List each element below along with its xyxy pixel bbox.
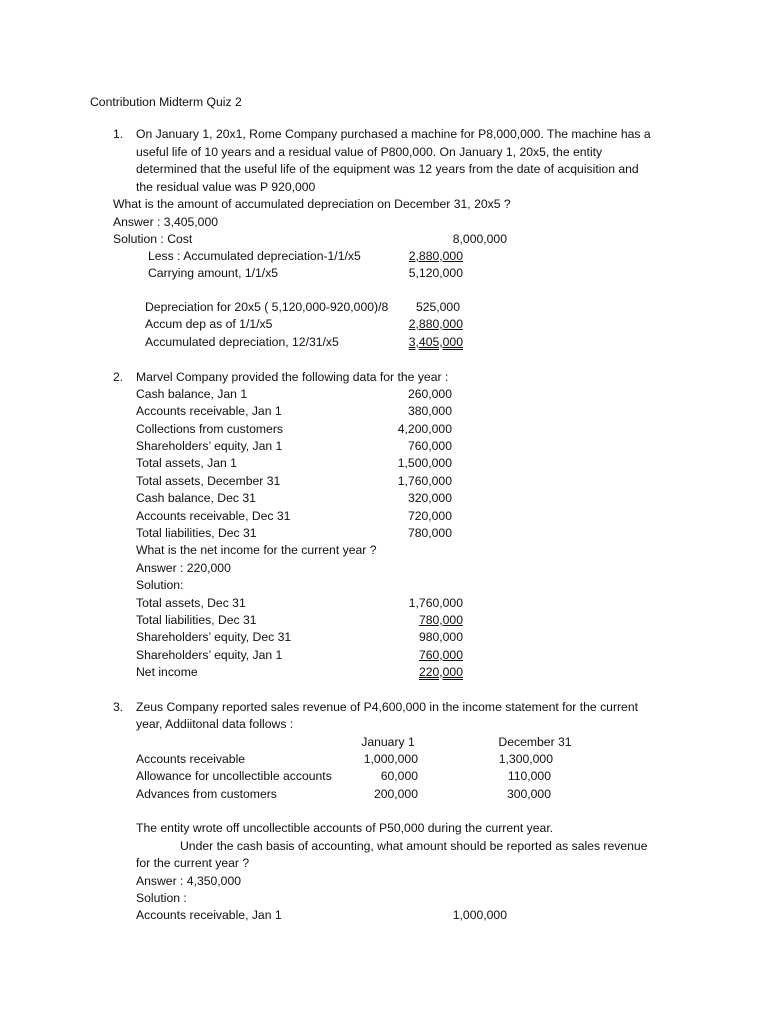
q2-row-value: 1,500,000: [397, 456, 452, 470]
q1-row-label: Accum dep as of 1/1/x5: [145, 317, 273, 331]
q2-row-label: Total assets, Jan 1: [136, 456, 237, 470]
q3-solution-label: Solution :: [136, 891, 187, 905]
q3-number: 3.: [113, 700, 124, 714]
q1-row-label: Accumulated depreciation, 12/31/x5: [145, 335, 339, 349]
q2-row-label: Accounts receivable, Jan 1: [136, 404, 282, 418]
q2-solution-row-value: 980,000: [418, 630, 463, 644]
q3-row-dec: 1,300,000: [498, 752, 553, 766]
q2-solution-row-label: Net income: [136, 665, 198, 679]
q1-question: What is the amount of accumulated depreciation on December 31, 20x5 ?: [113, 197, 511, 211]
q3-row-dec: 110,000: [507, 769, 551, 783]
q2-row-label: Cash balance, Jan 1: [136, 387, 248, 401]
q3-writeoff: The entity wrote off uncollectible accounts of P50,000 during the current year.: [136, 821, 554, 835]
q1-text-line: determined that the useful life of the equipment was 12 years from the date of acquisition and: [136, 162, 639, 176]
q2-row-value: 760,000: [407, 439, 452, 453]
q2-solution-row-value: 220,000: [418, 665, 463, 679]
q2-row-label: Collections from customers: [136, 422, 283, 436]
q2-solution-row-label: Shareholders’ equity, Jan 1: [136, 648, 283, 662]
q3-row-label: Advances from customers: [136, 787, 277, 801]
q3-row-jan: 200,000: [373, 787, 418, 801]
q2-row-label: Total assets, December 31: [136, 474, 281, 488]
q3-answer: Answer : 4,350,000: [136, 874, 242, 888]
q1-row-value: 3,405,000: [408, 335, 463, 349]
q3-row-jan: 1,000,000: [363, 752, 418, 766]
q3-col-header-jan: January 1: [361, 735, 415, 749]
q2-number: 2.: [113, 370, 124, 384]
q2-row-value: 320,000: [407, 491, 452, 505]
document-title: Contribution Midterm Quiz 2: [90, 95, 242, 109]
q2-solution-row-value: 1,760,000: [408, 596, 463, 610]
q1-text-line: the residual value was P 920,000: [136, 180, 316, 194]
q1-answer: Answer : 3,405,000: [113, 215, 219, 229]
q2-row-label: Total liabilities, Dec 31: [136, 526, 257, 540]
q2-solution-row-label: Total assets, Dec 31: [136, 596, 246, 610]
q1-row-label: Depreciation for 20x5 ( 5,120,000-920,000)/8: [145, 300, 389, 314]
q2-row-value: 260,000: [407, 387, 452, 401]
q2-question: What is the net income for the current year ?: [136, 543, 377, 557]
q2-solution-row-label: Shareholders’ equity, Dec 31: [136, 630, 292, 644]
q2-solution-row-value: 780,000: [418, 613, 463, 627]
q1-text-line: useful life of 10 years and a residual value of P800,000. On January 1, 20x5, the entity: [136, 145, 603, 159]
q2-row-label: Shareholders’ equity, Jan 1: [136, 439, 283, 453]
q2-row-label: Cash balance, Dec 31: [136, 491, 256, 505]
q1-text-line: On January 1, 20x1, Rome Company purchased a machine for P8,000,000. The machine has a: [136, 127, 651, 141]
q2-answer: Answer : 220,000: [136, 561, 231, 575]
q1-row-value: 525,000: [415, 300, 460, 314]
q3-row-label: Allowance for uncollectible accounts: [136, 769, 332, 783]
q3-text-line: year, Addiitonal data follows :: [136, 717, 294, 731]
q1-number: 1.: [113, 127, 124, 141]
q3-solution-row-value: 1,000,000: [452, 908, 507, 922]
q2-row-value: 1,760,000: [397, 474, 452, 488]
q1-row-label: Less : Accumulated depreciation-1/1/x5: [148, 249, 361, 263]
q3-row-dec: 300,000: [506, 787, 551, 801]
q2-row-value: 380,000: [407, 404, 452, 418]
q2-row-value: 780,000: [407, 526, 452, 540]
q2-text: Marvel Company provided the following data for the year :: [136, 370, 449, 384]
q3-row-jan: 60,000: [380, 769, 418, 783]
q1-solution-label: Solution : Cost: [113, 232, 193, 246]
q1-row-label: Carrying amount, 1/1/x5: [148, 266, 279, 280]
q3-solution-row-label: Accounts receivable, Jan 1: [136, 908, 282, 922]
q3-row-label: Accounts receivable: [136, 752, 246, 766]
q1-row-value: 5,120,000: [408, 266, 463, 280]
q1-row-value: 2,880,000: [408, 317, 463, 331]
q2-solution-label: Solution:: [136, 578, 184, 592]
q2-solution-row-label: Total liabilities, Dec 31: [136, 613, 257, 627]
q2-solution-row-value: 760,000: [418, 648, 463, 662]
q2-row-label: Accounts receivable, Dec 31: [136, 509, 291, 523]
q3-text-line: Zeus Company reported sales revenue of P4,600,000 in the income statement for the current: [136, 700, 639, 714]
q1-row-value: 2,880,000: [408, 249, 463, 263]
q3-question-line: for the current year ?: [136, 856, 250, 870]
q1-cost-value: 8,000,000: [452, 232, 507, 246]
q3-col-header-dec: December 31: [498, 735, 572, 749]
q3-question-line: Under the cash basis of accounting, what amount should be reported as sales revenue: [180, 839, 648, 853]
q2-row-value: 4,200,000: [397, 422, 452, 436]
q2-row-value: 720,000: [407, 509, 452, 523]
